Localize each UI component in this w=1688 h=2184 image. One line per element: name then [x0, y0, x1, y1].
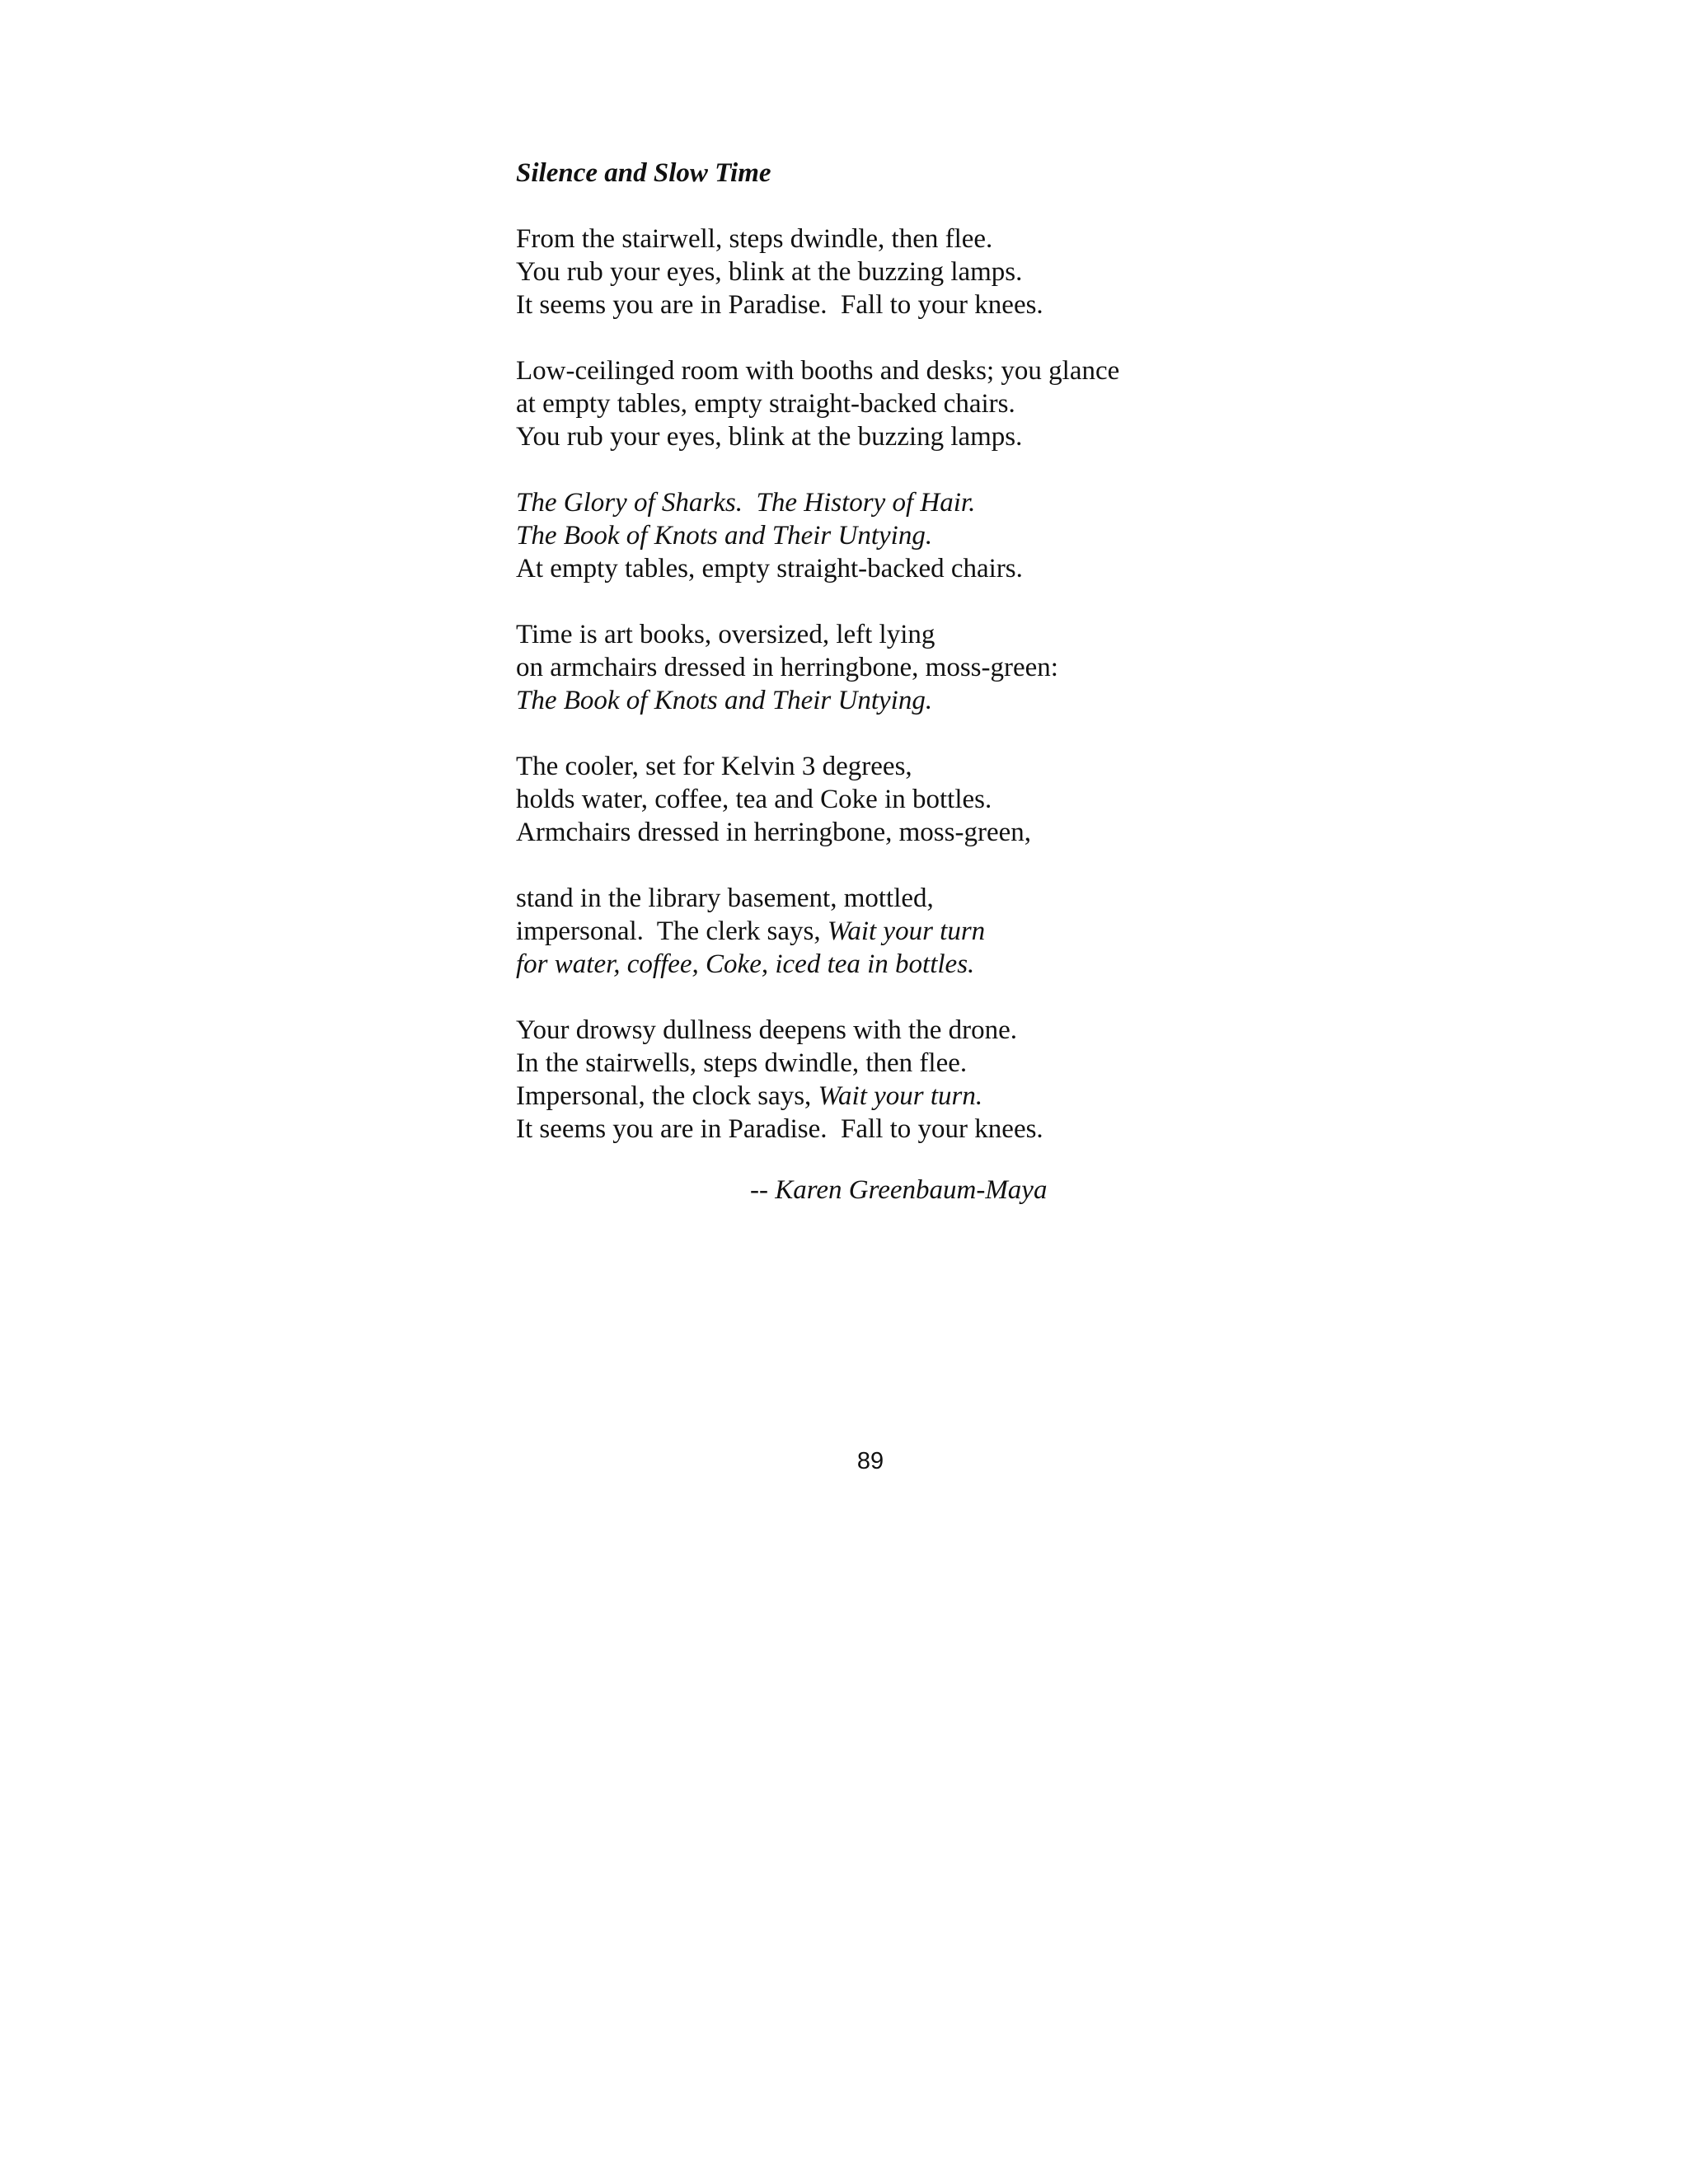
poem-line: [516, 1113, 1258, 1146]
line-text: holds water, coffee, tea and Coke in bottles.: [516, 785, 992, 814]
stanza-4: [516, 618, 1258, 717]
stanza-2: [516, 354, 1258, 453]
line-text: Your drowsy dullness deepens with the drone.: [516, 1015, 1018, 1045]
poem-line: [516, 783, 1258, 816]
poem-line: [516, 255, 1258, 288]
line-text: stand in the library basement, mottled,: [516, 883, 934, 913]
poem-line: [516, 486, 1258, 519]
poem-line: [516, 1014, 1258, 1047]
line-italic-text: for water, coffee, Coke, iced tea in bottles.: [516, 949, 975, 979]
poem-line: [516, 519, 1258, 552]
poem-line: [516, 1080, 1258, 1113]
line-text: From the stairwell, steps dwindle, then flee.: [516, 224, 993, 254]
poem-line: [516, 223, 1258, 255]
line-text: Time is art books, oversized, left lying: [516, 620, 935, 649]
poem-line: [516, 684, 1258, 717]
poem: [516, 157, 1258, 1146]
poem-line: [516, 816, 1258, 849]
poem-line: [516, 552, 1258, 585]
poem-line: [516, 1047, 1258, 1080]
poem-author: -- Karen Greenbaum-Maya: [750, 1175, 1048, 1205]
line-italic-text: Wait your turn.: [818, 1081, 983, 1111]
line-text: at empty tables, empty straight-backed chairs.: [516, 389, 1015, 419]
line-text: Impersonal, the clock says,: [516, 1081, 818, 1111]
poem-line: [516, 948, 1258, 981]
stanza-5: [516, 750, 1258, 849]
line-text: on armchairs dressed in herringbone, moss-green:: [516, 653, 1058, 682]
stanza-7: [516, 1014, 1258, 1146]
page-number: 89: [856, 1448, 884, 1474]
stanza-3: [516, 486, 1258, 585]
line-text: The cooler, set for Kelvin 3 degrees,: [516, 752, 912, 781]
line-italic-text: The Glory of Sharks. The History of Hair.: [516, 488, 976, 518]
poem-line: [516, 387, 1258, 420]
poem-line: [516, 618, 1258, 651]
line-italic-text: The Book of Knots and Their Untying.: [516, 686, 933, 715]
line-text: Armchairs dressed in herringbone, moss-green,: [516, 818, 1031, 847]
poem-title: Silence and Slow Time: [516, 158, 771, 188]
poem-line: [516, 354, 1258, 387]
line-text: It seems you are in Paradise. Fall to your knees.: [516, 1114, 1043, 1144]
line-text: Low-ceilinged room with booths and desks; you glance: [516, 356, 1120, 386]
line-text: It seems you are in Paradise. Fall to your knees.: [516, 290, 1043, 320]
poem-line: [516, 882, 1258, 915]
line-text: In the stairwells, steps dwindle, then flee.: [516, 1048, 968, 1078]
poem-line: [516, 420, 1258, 453]
stanza-6: [516, 882, 1258, 981]
line-text: You rub your eyes, blink at the buzzing lamps.: [516, 422, 1023, 452]
poem-line: [516, 288, 1258, 321]
line-text: You rub your eyes, blink at the buzzing lamps.: [516, 257, 1023, 287]
line-text: At empty tables, empty straight-backed chairs.: [516, 554, 1023, 583]
line-italic-text: The Book of Knots and Their Untying.: [516, 521, 933, 551]
poem-line: [516, 750, 1258, 783]
stanza-1: [516, 223, 1258, 321]
line-italic-text: Wait your turn: [827, 916, 986, 946]
line-text: impersonal. The clerk says,: [516, 916, 828, 946]
poem-line: [516, 651, 1258, 684]
poem-line: [516, 915, 1258, 948]
